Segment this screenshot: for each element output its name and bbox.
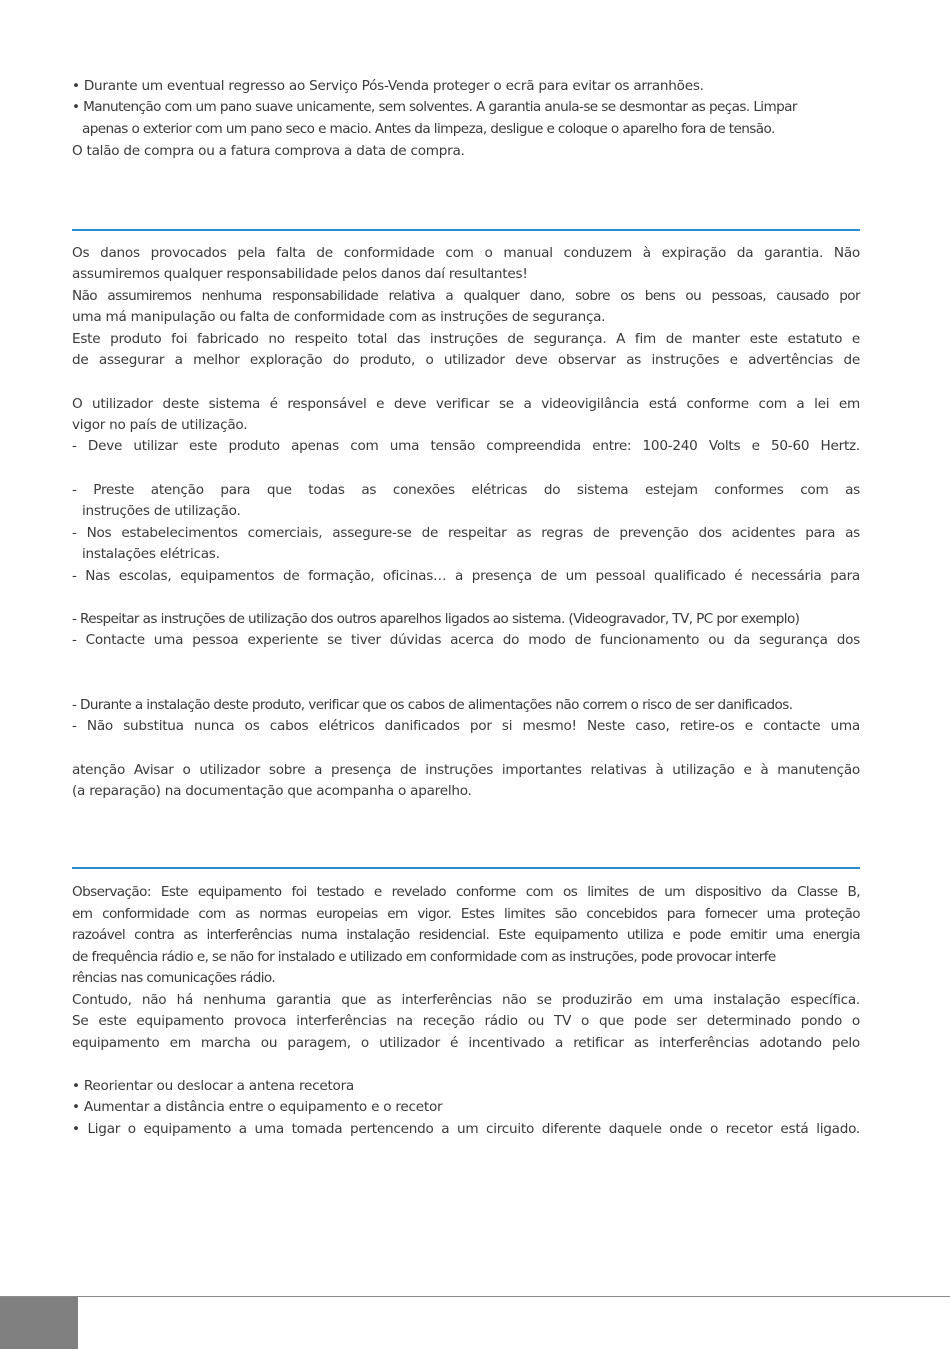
text-line: - Não substitua nunca os cabos elétricos danificados por si mesmo! Neste caso, retire-os e contacte uma <box>72 718 860 734</box>
text-line: - Deve utilizar este produto apenas com uma tensão compreendida entre: 100-240 Volts e 50-60 Hertz. <box>72 438 860 454</box>
text-line: atenção Avisar o utilizador sobre a presença de instruções importantes relativas à utilização e à manutenção <box>72 762 860 778</box>
text-line: - Nas escolas, equipamentos de formação, oficinas… a presença de um pessoal qualificado é necessária para <box>72 568 860 584</box>
text-line: Observação: Este equipamento foi testado e revelado conforme com os limites de um dispositivo da Classe B, <box>72 884 860 900</box>
text-line: em conformidade com as normas europeias em vigor. Estes limites são concebidos para fornecer uma proteção <box>72 906 860 922</box>
text-line: - Nos estabelecimentos comerciais, assegure-se de respeitar as regras de prevenção dos acidentes para as <box>72 525 860 541</box>
text-line: O talão de compra ou a fatura comprova a data de compra. <box>72 143 465 159</box>
text-line: instalações elétricas. <box>82 546 220 562</box>
text-line: assumiremos qualquer responsabilidade pelos danos daí resultantes! <box>72 266 528 282</box>
text-line: equipamento em marcha ou paragem, o utilizador é incentivado a retificar as interferências adotando pelo <box>72 1035 860 1051</box>
text-line: - Durante a instalação deste produto, verificar que os cabos de alimentações não correm o risco de ser danificados. <box>72 697 793 713</box>
text-line: instruções de utilização. <box>82 503 241 519</box>
text-line: • Manutenção com um pano suave unicamente, sem solventes. A garantia anula-se se desmontar as peças. Limpar <box>72 99 797 115</box>
text-line: Não assumiremos nenhuma responsabilidade relativa a qualquer dano, sobre os bens ou pessoas, causado por <box>72 288 860 304</box>
text-line: Este produto foi fabricado no respeito total das instruções de segurança. A fim de manter este estatuto e <box>72 331 860 347</box>
list-item: • Ligar o equipamento a uma tomada pertencendo a um circuito diferente daquele onde o recetor está ligado. <box>72 1121 860 1137</box>
text-line: (a reparação) na documentação que acompanha o aparelho. <box>72 783 472 799</box>
text-line: de assegurar a melhor exploração do produto, o utilizador deve observar as instruções e advertências de <box>72 352 860 368</box>
text-line: • Durante um eventual regresso ao Serviço Pós-Venda proteger o ecrã para evitar os arranhões. <box>72 78 704 94</box>
text-line: rências nas comunicações rádio. <box>72 970 276 986</box>
list-item: • Reorientar ou deslocar a antena recetora <box>72 1078 355 1094</box>
text-line: O utilizador deste sistema é responsável e deve verificar se a videovigilância está conforme com a lei em <box>72 396 860 412</box>
text-line: vigor no país de utilização. <box>72 417 248 433</box>
footer-divider <box>0 1296 950 1297</box>
text-line: - Preste atenção para que todas as conexões elétricas do sistema estejam conformes com as <box>72 482 860 498</box>
text-line: - Respeitar as instruções de utilização dos outros aparelhos ligados ao sistema. (Videogravador, TV, PC por exemplo) <box>72 611 800 627</box>
text-line: - Contacte uma pessoa experiente se tiver dúvidas acerca do modo de funcionamento ou da segurança dos <box>72 632 860 648</box>
text-line: uma má manipulação ou falta de conformidade com as instruções de segurança. <box>72 309 606 325</box>
text-line: Os danos provocados pela falta de conformidade com o manual conduzem à expiração da garantia. Não <box>72 245 860 261</box>
text-line: apenas o exterior com um pano seco e macio. Antes da limpeza, desligue e coloque o aparelho fora de tensão. <box>82 121 775 137</box>
page-number-block <box>0 1297 78 1349</box>
text-line: Contudo, não há nenhuma garantia que as interferências não se produzirão em uma instalação específica. <box>72 992 860 1008</box>
list-item: • Aumentar a distância entre o equipamento e o recetor <box>72 1099 443 1115</box>
section-divider <box>72 867 860 869</box>
text-line: Se este equipamento provoca interferências na receção rádio ou TV o que pode ser determinado pondo o <box>72 1013 860 1029</box>
section-divider <box>72 229 860 231</box>
text-line: de frequência rádio e, se não for instalado e utilizado em conformidade com as instruções, pode provocar interfe <box>72 949 776 965</box>
text-line: razoável contra as interferências numa instalação residencial. Este equipamento utiliza e pode emitir uma energia <box>72 927 860 943</box>
